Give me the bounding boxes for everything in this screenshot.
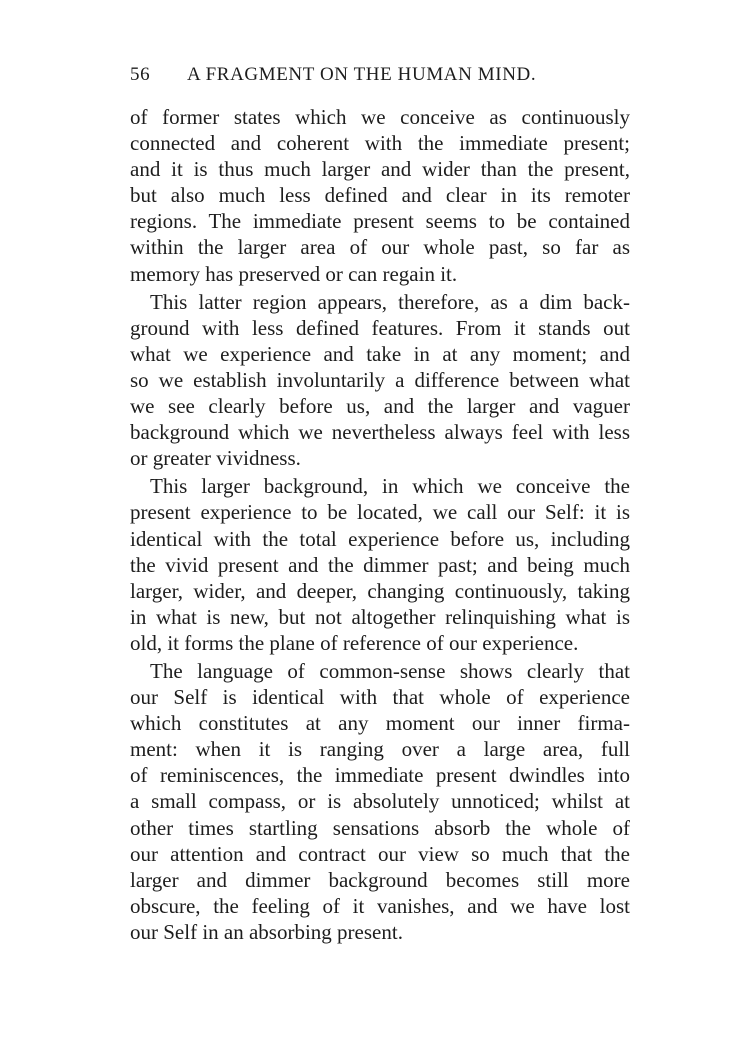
text-line: larger and dimmer background becomes still more <box>130 867 630 892</box>
text-line: our Self in an absorbing present. <box>130 919 403 944</box>
text-line: the vivid present and the dimmer past; and being much <box>130 552 630 577</box>
text-line: which constitutes at any moment our inner firma- <box>130 711 630 736</box>
text-line: This larger background, in which we conceive the <box>150 474 630 499</box>
text-line: in what is new, but not altogether relinquishing what is <box>130 604 630 629</box>
text-line: This latter region appears, therefore, as a dim back- <box>150 289 630 314</box>
text-line: regions. The immediate present seems to be contained <box>130 209 630 234</box>
text-line: and it is thus much larger and wider than the present, <box>130 157 630 182</box>
running-title: A FRAGMENT ON THE HUMAN MIND. <box>187 64 537 85</box>
text-line: old, it forms the plane of reference of our experience. <box>130 630 579 655</box>
paragraph-3 <box>130 473 630 656</box>
text-line: our Self is identical with that whole of experience <box>130 685 630 710</box>
running-head <box>130 60 630 90</box>
text-line: obscure, the feeling of it vanishes, and we have lost <box>130 893 630 918</box>
text-line: a small compass, or is absolutely unnoticed; whilst at <box>130 789 630 814</box>
text-line: within the larger area of our whole past, so far as <box>130 235 630 260</box>
text-line: memory has preserved or can regain it. <box>130 261 458 286</box>
page-number: 56 <box>130 64 151 85</box>
text-line: connected and coherent with the immediate present; <box>130 131 630 156</box>
text-line: what we experience and take in at any moment; and <box>130 341 630 366</box>
paragraph-1 <box>130 104 630 287</box>
text-line: or greater vividness. <box>130 446 301 471</box>
text-line: of reminiscences, the immediate present dwindles into <box>130 763 630 788</box>
paragraph-2 <box>130 289 630 472</box>
text-line: background which we nevertheless always feel with less <box>130 420 630 445</box>
text-line: other times startling sensations absorb the whole of <box>130 815 630 840</box>
text-line: ment: when it is ranging over a large area, full <box>130 737 630 762</box>
text-line: of former states which we conceive as continuously <box>130 105 630 129</box>
paragraph-4 <box>130 658 630 945</box>
text-line: we see clearly before us, and the larger and vaguer <box>130 394 630 419</box>
text-line: The language of common-sense shows clearly that <box>150 658 630 683</box>
text-line: present experience to be located, we call our Self: it is <box>130 500 630 525</box>
text-line: but also much less defined and clear in its remoter <box>130 183 630 208</box>
text-line: ground with less defined features. From it stands out <box>130 315 630 340</box>
text-line: identical with the total experience before us, including <box>130 526 630 551</box>
body-text <box>130 104 630 945</box>
text-line: our attention and contract our view so much that the <box>130 841 630 866</box>
text-line: larger, wider, and deeper, changing continuously, taking <box>130 578 630 603</box>
text-line: so we establish involuntarily a difference between what <box>130 367 630 392</box>
